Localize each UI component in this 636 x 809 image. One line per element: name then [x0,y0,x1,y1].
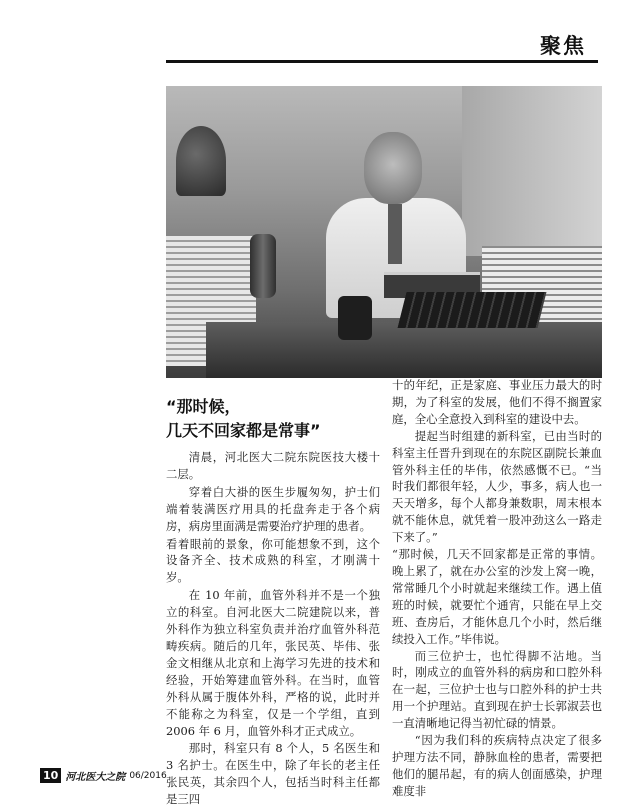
photo-plant [176,126,226,196]
headline-line-2: 几天不回家都是常事” [166,421,321,440]
paragraph: “那时候，几天不回家都是正常的事情。晚上累了，就在办公室的沙发上窝一晚，常常睡几个小时就起来继续工作。遇上值班的时候，就要忙个通宵，只能在早上交班、查房后，才能休息几个小时，然后继续投入工作。”毕伟说。 [392,547,602,646]
article-photo [166,86,602,378]
section-label: 聚焦 [540,34,586,58]
paragraph: 十的年纪，正是家庭、事业压力最大的时期，为了科室的发展，他们不得不搁置家庭，全心全意投入到科室的建设中去。 [392,378,602,426]
paragraph: 而三位护士，也忙得脚不沾地。当时，刚成立的血管外科的病房和口腔外科在一起，三位护士也与口腔外科的护士共用一个护理站。直到现在护士长郭淑芸也一直清晰地记得当初忙碌的情景。 [392,648,602,731]
photo-desk [206,322,602,378]
paragraph: 那时，科室只有 8 个人，5 名医生和 3 名护士。在医生中，除了年长的老主任张民英，其余四个人，包括当时科主任都是三四 [166,741,380,807]
photo-doctor-tie [388,204,402,264]
page-number: 10 [40,768,61,783]
photo-thermos [250,234,276,298]
article-headline [166,395,382,443]
right-column [392,377,602,800]
paragraph: 清晨，河北医大二院东院医技大楼十二层。 [166,450,380,481]
paragraph: 提起当时组建的新科室，已由当时的科室主任晋升到现在的东院区副院长兼血管外科主任的毕伟，依然感慨不已。“当时我们都很年轻，人少，事多，病人也一天天增多，每个人都身兼数职，周末根本就不能休息，就凭着一股冲劲这么一路走下来了。” [392,428,602,545]
paragraph: “因为我们科的疾病特点决定了很多护理方法不同，静脉血栓的患者，需要把他们的腿吊起，有的病人创面感染，护理难度非 [392,733,602,798]
photo-phone [338,296,372,340]
paragraph: 穿着白大褂的医生步履匆匆，护士们端着装满医疗用具的托盘奔走于各个病房，病房里面满是需要治疗护理的患者。 [166,484,380,533]
paragraph: 看着眼前的景象，你可能想象不到，这个设备齐全、技术成熟的科室，才刚满十岁。 [166,536,380,585]
paragraph: 在 10 年前，血管外科并不是一个独立的科室。自河北医大二院建院以来，普外科作为独立科室负责并治疗血管外科范畴疾病。随后的几年，张民英、毕伟、张金文相继从北京和上海学习先进的技术和经验，开始筹建血管外科。在当时，血管外科从属于腹体外科，严格的说，此时并不能称之为科室，仅是一个学组，直到 2006 年 6 月，血管外科才正式成立。 [166,588,380,738]
issue-date: 06/2016 [129,770,167,781]
photo-wall [462,86,602,256]
headline-line-1: “那时候， [166,397,241,416]
header-rule [166,60,598,63]
photo-keyboard [398,292,547,328]
magazine-name: 河北医大之院 [65,772,126,783]
page-footer [40,768,167,783]
photo-doctor-head [364,132,422,204]
left-column [166,449,380,809]
